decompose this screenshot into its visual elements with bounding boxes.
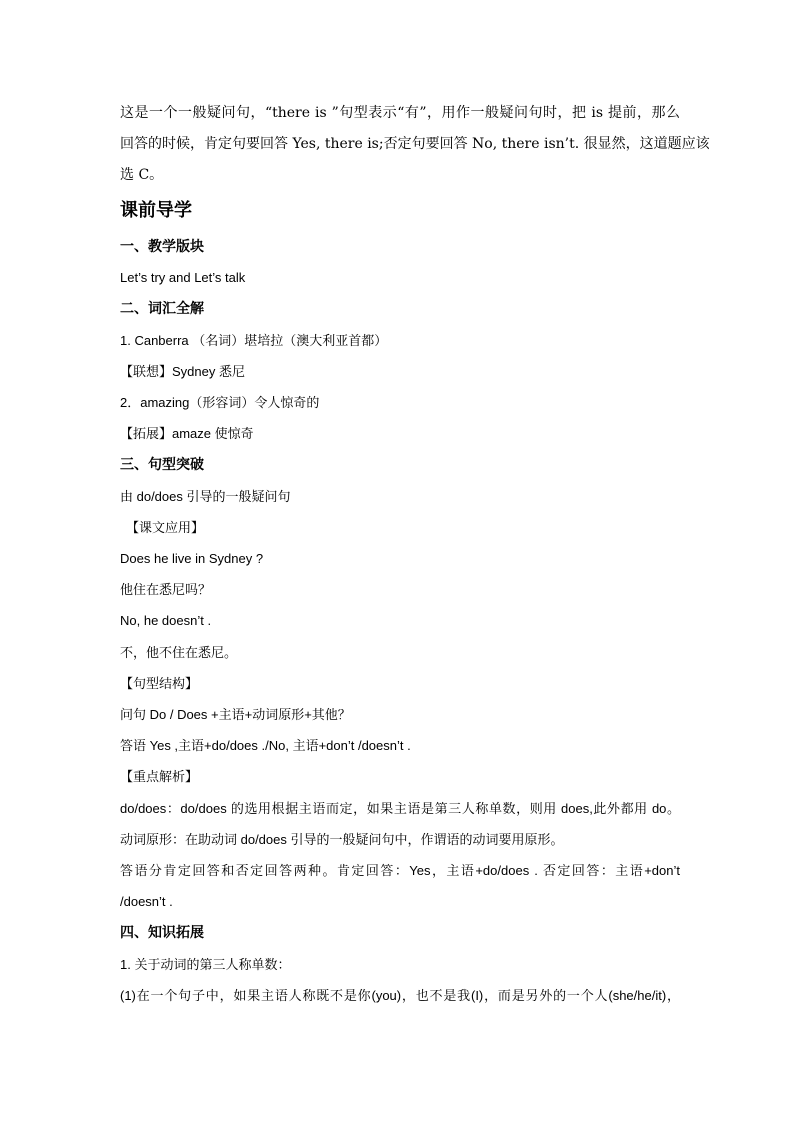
key-analysis-point-1: do/does：do/does 的选用根据主语而定，如果主语是第三人称单数，则用 does,此外都用 do。 [120, 801, 680, 816]
text-application-label: 【课文应用】 [126, 520, 205, 535]
extension-item-1-sub: (1)在一个句子中，如果主语人称既不是你(you)，也不是我(I)，而是另外的一个人(she/he/it)， [120, 988, 680, 1003]
example-question: Does he live in Sydney ? [120, 551, 264, 566]
key-analysis-label: 【重点解析】 [120, 769, 199, 784]
section-title: 课前导学 [120, 200, 192, 221]
section-2-heading: 二、词汇全解 [120, 301, 204, 317]
section-3-intro: 由 do/does 引导的一般疑问句 [120, 489, 291, 504]
extension-item-1: 1. 关于动词的第三人称单数： [120, 957, 291, 972]
example-answer-translation: 不，他不住在悉尼。 [120, 645, 238, 660]
section-1-content: Let’s try and Let’s talk [120, 270, 246, 285]
intro-paragraph-line-2: 回答的时候，肯定句要回答 Yes, there is;否定句要回答 No, there isn’t. 很显然，这道题应该 [120, 136, 710, 152]
intro-paragraph-line-1: 这是一个一般疑问句，“there is ”句型表示“有”，用作一般疑问句时，把 is 提前，那么 [120, 105, 680, 121]
key-analysis-point-2: 动词原形：在助动词 do/does 引导的一般疑问句中，作谓语的动词要用原形。 [120, 832, 564, 847]
section-1-heading: 一、教学版块 [120, 239, 204, 255]
structure-label: 【句型结构】 [120, 676, 199, 691]
vocab-item-2-note: 【拓展】amaze 使惊奇 [120, 426, 254, 441]
section-3-heading: 三、句型突破 [120, 457, 204, 473]
example-question-translation: 他住在悉尼吗？ [120, 582, 212, 597]
vocab-item-2: 2．amazing（形容词）令人惊奇的 [120, 395, 320, 410]
example-answer: No, he doesn’t . [120, 613, 212, 628]
structure-question: 问句 Do / Does +主语+动词原形+其他？ [120, 707, 351, 722]
key-analysis-point-3-line-2: /doesn’t . [120, 894, 173, 909]
vocab-item-1-note: 【联想】Sydney 悉尼 [120, 364, 245, 379]
intro-paragraph-line-3: 选 C。 [120, 167, 164, 183]
structure-answer: 答语 Yes ,主语+do/does ./No, 主语+don’t /doesn’t . [120, 738, 411, 753]
section-4-heading: 四、知识拓展 [120, 925, 204, 941]
key-analysis-point-3-line-1: 答语分肯定回答和否定回答两种。肯定回答：Yes，主语+do/does . 否定回答：主语+don’t [120, 863, 680, 878]
vocab-item-1: 1. Canberra （名词）堪培拉（澳大利亚首都） [120, 333, 388, 348]
